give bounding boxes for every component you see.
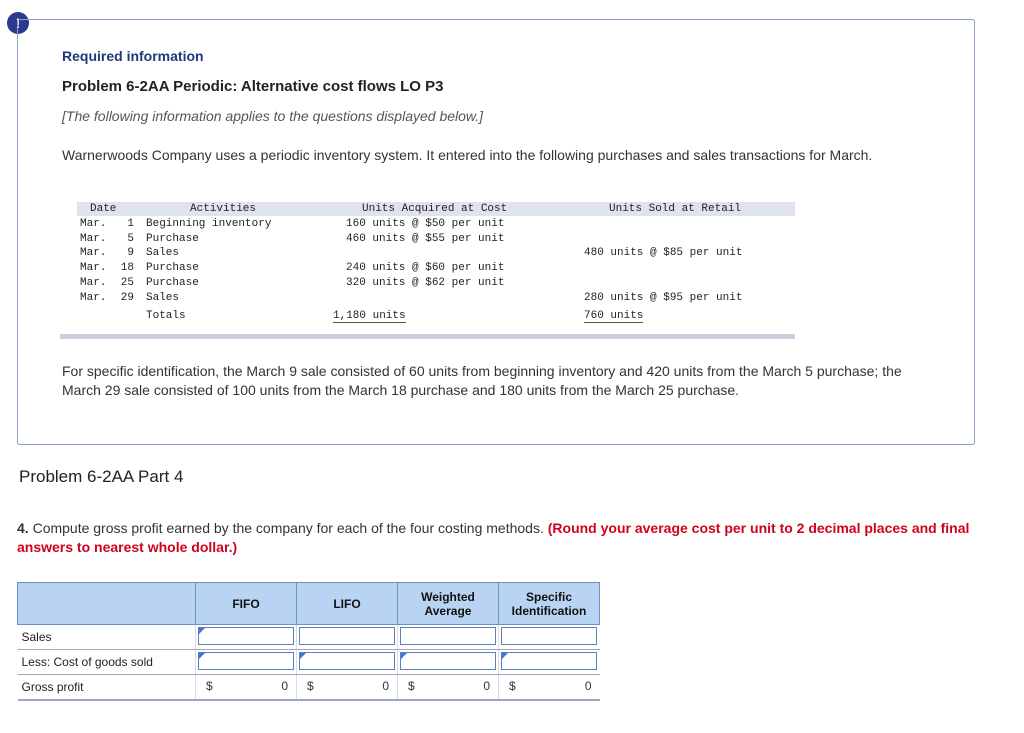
input-flag-icon [401, 653, 407, 659]
txn-acquired: 320 units @ $62 per unit [346, 277, 505, 289]
dollar-sign: $ [206, 679, 213, 693]
col-header-acquired: Units Acquired at Cost [362, 203, 508, 215]
gross-weighted-cell [398, 675, 499, 701]
row-label-gross-profit: Gross profit [18, 675, 196, 701]
rounding-warning: (Round your average cost per unit to 2 decimal places and final answers to nearest whole dollar.) [17, 520, 970, 555]
cogs-weighted-cell [398, 650, 499, 675]
dollar-sign: $ [307, 679, 314, 693]
cogs-fifo-cell [196, 650, 297, 675]
gross-profit-table [17, 582, 600, 701]
txn-month: Mar. [80, 292, 107, 304]
cogs-fifo-input[interactable] [198, 652, 294, 670]
cogs-lifo-input[interactable] [299, 652, 395, 670]
txn-acquired: 160 units @ $50 per unit [346, 218, 505, 230]
gross-specific-value: 0 [584, 679, 592, 693]
gross-weighted-value: 0 [483, 679, 490, 693]
table-corner [18, 583, 196, 625]
sales-weighted-cell [398, 625, 499, 650]
sales-weighted-input[interactable] [400, 627, 496, 645]
txn-day: 5 [127, 233, 134, 245]
row-label-sales: Sales [18, 625, 196, 650]
txn-day: 18 [120, 262, 134, 274]
transactions-footer-band [60, 334, 795, 339]
intro-text: Warnerwoods Company uses a periodic inventory system. It entered into the following purchases and sales transactions for March. [62, 147, 873, 163]
txn-day: 9 [127, 247, 134, 259]
dollar-sign: $ [509, 679, 516, 693]
sales-lifo-input[interactable] [299, 627, 395, 645]
txn-day: 1 [127, 218, 134, 230]
sales-lifo-cell [297, 625, 398, 650]
gross-fifo-cell [196, 675, 297, 701]
col-weighted-average: Weighted Average [398, 583, 499, 625]
cogs-lifo-cell [297, 650, 398, 675]
txn-activity: Purchase [146, 262, 199, 274]
txn-month: Mar. [80, 218, 107, 230]
applies-note: [The following information applies to the questions displayed below.] [62, 108, 484, 124]
gross-lifo-value: 0 [382, 679, 389, 693]
question-number: 4. [17, 520, 29, 536]
totals-label: Totals [146, 310, 186, 322]
col-fifo: FIFO [196, 583, 297, 625]
sales-fifo-input[interactable] [198, 627, 294, 645]
gross-specific-cell [499, 675, 600, 701]
txn-acquired: 240 units @ $60 per unit [346, 262, 505, 274]
problem-title: Problem 6-2AA Periodic: Alternative cost flows LO P3 [62, 78, 444, 95]
txn-activity: Purchase [146, 277, 199, 289]
row-label-cogs: Less: Cost of goods sold [18, 650, 196, 675]
txn-month: Mar. [80, 233, 107, 245]
cogs-specific-cell [499, 650, 600, 675]
txn-month: Mar. [80, 247, 107, 259]
dollar-sign: $ [408, 679, 415, 693]
txn-day: 29 [120, 292, 134, 304]
cogs-weighted-input[interactable] [400, 652, 496, 670]
txn-activity: Sales [146, 247, 180, 259]
txn-month: Mar. [80, 277, 107, 289]
question-text [17, 519, 1007, 557]
col-header-activities: Activities [190, 203, 257, 215]
sales-specific-cell [499, 625, 600, 650]
totals-acquired: 1,180 units [333, 310, 406, 322]
gross-lifo-cell [297, 675, 398, 701]
sales-specific-input[interactable] [501, 627, 597, 645]
input-flag-icon [300, 653, 306, 659]
txn-activity: Sales [146, 292, 180, 304]
col-header-sold: Units Sold at Retail [609, 203, 742, 215]
txn-sold: 280 units @ $95 per unit [584, 292, 743, 304]
input-flag-icon [199, 628, 205, 634]
totals-sold: 760 units [584, 310, 644, 322]
cogs-specific-input[interactable] [501, 652, 597, 670]
txn-month: Mar. [80, 262, 107, 274]
alert-icon: ! [7, 12, 29, 34]
col-specific-identification: Specific Identification [499, 583, 600, 625]
part-title: Problem 6-2AA Part 4 [19, 467, 184, 486]
txn-activity: Purchase [146, 233, 199, 245]
sales-fifo-cell [196, 625, 297, 650]
txn-day: 25 [120, 277, 134, 289]
question-body: Compute gross profit earned by the company for each of the four costing methods. [28, 520, 548, 536]
txn-sold: 480 units @ $85 per unit [584, 247, 743, 259]
col-header-date: Date [90, 203, 117, 215]
txn-acquired: 460 units @ $55 per unit [346, 233, 505, 245]
txn-activity: Beginning inventory [146, 218, 272, 230]
col-lifo: LIFO [297, 583, 398, 625]
input-flag-icon [502, 653, 508, 659]
specific-identification-text: For specific identification, the March 9 sale consisted of 60 units from beginning inventory and 420 units from the March 5 purchase; the March 29 sale consisted of 100 units from the March 18 purchase and 180 units from the March 25 purchase. [62, 363, 902, 398]
input-flag-icon [199, 653, 205, 659]
gross-fifo-value: 0 [281, 679, 288, 693]
required-info-title: Required information [62, 48, 204, 64]
